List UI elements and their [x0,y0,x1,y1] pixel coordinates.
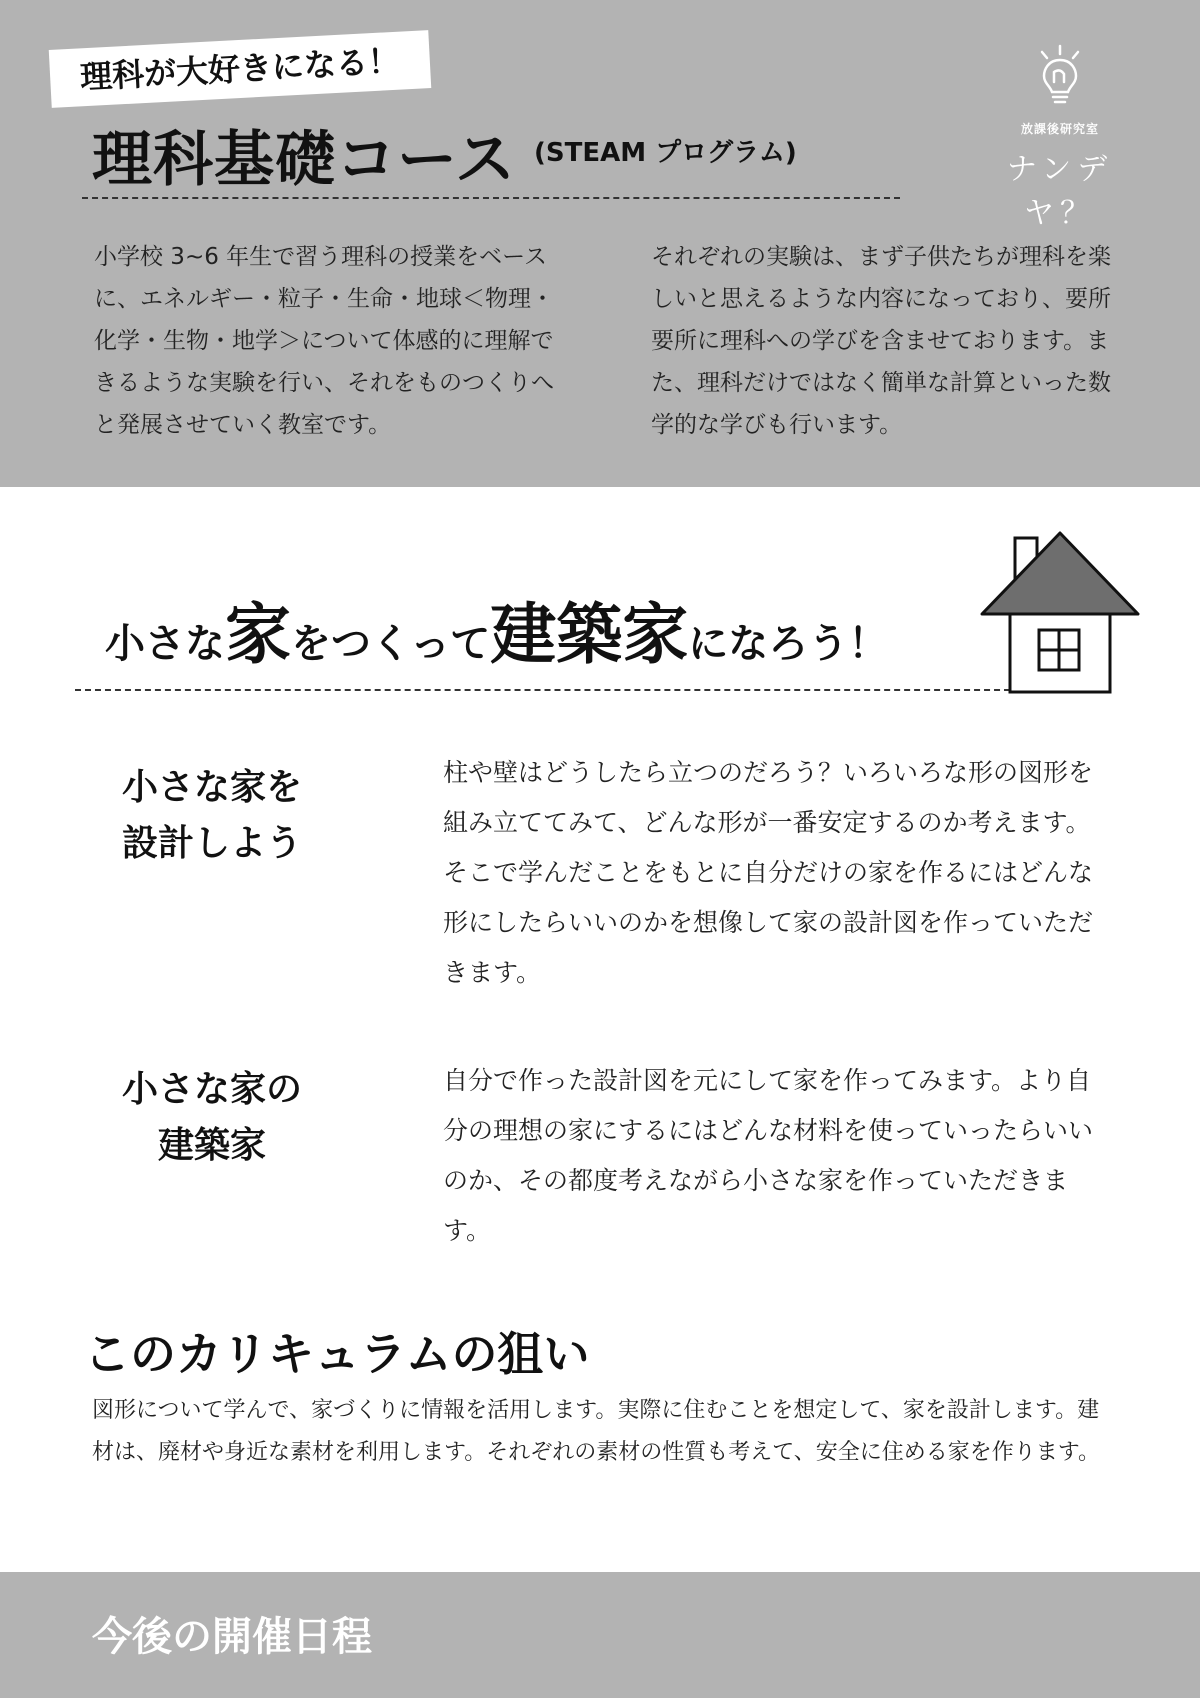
step1-label [92,760,332,872]
step2-description: 自分で作った設計図を元にして家を作ってみます。より自分の理想の家にするにはどんな材料を使っていったらいいのか、その都度考えながら小さな家を作っていただきます。 [443,1066,1094,1245]
house-icon [975,528,1145,696]
section-title-part: 家 [225,596,291,673]
section-divider [75,689,1030,691]
step1-label-line: 設計しよう [121,823,302,864]
step1-description: 柱や壁はどうしたら立つのだろう？いろいろな形の図形を組み立ててみて、どんな形が一番安定するのか考えます。そこで学んだことをもとに自分だけの家を作るにはどんな形にしたらいいのかを想像して家の設計図を作っていただきます。 [443,758,1094,987]
section-title-part: をつくって [291,621,491,667]
lightbulb-icon [1030,42,1090,112]
logo-subtitle: 放課後研究室 [1020,122,1099,136]
section-title [105,596,889,679]
aim-description: 図形について学んで、家づくりに情報を活用します。実際に住むことを想定して、家を設計します。建材は、廃材や身近な素材を利用します。それぞれの素材の性質も考えて、安全に住める家を作ります。 [92,1398,1101,1465]
tagline: 理科が大好きになる！ [49,30,432,108]
step1-label-line: 小さな家を [121,767,302,808]
logo-name: ナンデヤ？ [1006,152,1114,231]
header-divider [82,197,900,199]
intro-left-paragraph: 小学校 3~6 年生で習う理科の授業をベースに、エネルギー・粒子・生命・地球＜物理・化学・生物・地学＞について体感的に理解できるような実験を行い、それをものつくりへと発展させていく教室です。 [94,244,554,438]
footer-title: 今後の開催日程 [92,1614,372,1660]
course-subtitle: (STEAM プログラム) [534,138,797,168]
step2-label [92,1062,332,1174]
section-title-part: 小さな [105,621,225,667]
intro-right-paragraph: それぞれの実験は、まず子供たちが理科を楽しいと思えるような内容になっており、要所要所に理科への学びを含ませております。また、理科だけではなく簡単な計算といった数学的な学びも行います。 [651,244,1111,438]
section-title-part: になろう！ [688,621,889,667]
logo [975,42,1145,231]
course-title: 理科基礎コース [92,125,516,195]
section-title-part: 建築家 [490,596,689,673]
aim-heading: このカリキュラムの狙い [84,1327,590,1381]
step2-label-line: 小さな家の [121,1069,302,1110]
step2-label-line: 建築家 [157,1125,266,1166]
